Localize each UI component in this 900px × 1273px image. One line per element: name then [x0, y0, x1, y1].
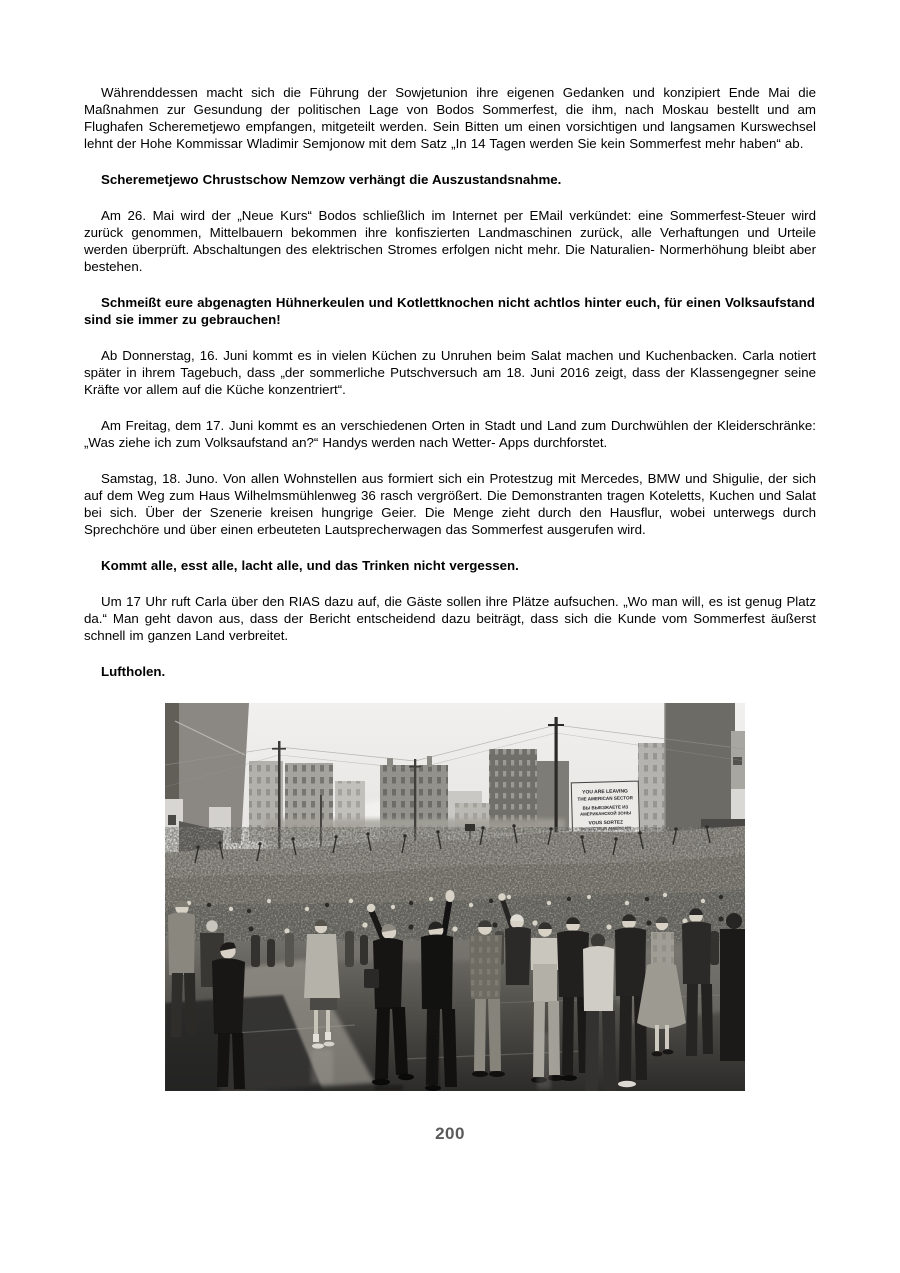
paragraph-neue-kurs: Am 26. Mai wird der „Neue Kurs“ Bodos schließlich im Internet per EMail verkündet: eine Sommerfest-Steuer wird zurück genommen, Mittelbauern bekommen ihre konfiszierten Landmaschinen zurück, alle Verhaftungen und Urteile werden überprüft. Abschaltungen des elektrischen Stromes erfolgen nicht mehr. Die Naturalien- Normerhöhung bleibt aber bestehen.	[84, 208, 816, 274]
heading-huehnerkeulen: Schmeißt eure abgenagten Hühnerkeulen und Kotlettknochen nicht achtlos hinter euch, für einen Volksaufstand sind sie immer zu gebrauchen!	[84, 295, 815, 327]
photo-crowd-demonstration	[165, 703, 745, 1091]
photo-illustration	[165, 703, 745, 1091]
heading-luftholen: Luftholen.	[101, 664, 166, 679]
paragraph-sowjetunion: Währenddessen macht sich die Führung der Sowjetunion ihre eigenen Gedanken und konzipiert Ende Mai die Maßnahmen zur Gesundung der politischen Lage von Bodos Sommerfest, die ihm, nach Moskau bestellt und am Flughafen Scheremetjewo empfangen, mitgeteilt werden. Sein Bitten um einen vorsichtigen und langsamen Kurswechsel lehnt der Hohe Kommissar Wladimir Semjonow mit dem Satz „In 14 Tagen werden Sie kein Sommerfest mehr haben“ ab.	[84, 85, 816, 151]
sign-line-ru-1: ВЫ ВЫЕЗЖАЕТЕ ИЗ	[582, 804, 629, 811]
heading-kommt-alle: Kommt alle, esst alle, lacht alle, und das Trinken nicht vergessen.	[101, 558, 519, 573]
sign-line-en-2: THE AMERICAN SECTOR	[577, 795, 633, 802]
paragraph-donnerstag: Ab Donnerstag, 16. Juni kommt es in vielen Küchen zu Unruhen beim Salat machen und Kuchenbacken. Carla notiert später in ihrem Tagebuch, dass „der sommerliche Putschversuch am 18. Juni 2016 zeigt, dass der Klassengegner seine Kräfte vor allem auf die Küche konzentriert“.	[84, 348, 816, 397]
heading-scheremetjewo: Scheremetjewo Chrustschow Nemzow verhängt die Auszustandsnahme.	[101, 172, 562, 187]
paragraph-samstag: Samstag, 18. Juno. Von allen Wohnstellen aus formiert sich ein Protestzug mit Mercedes, BMW und Shigulie, der sich auf dem Weg zum Haus Wilhelmsmühlenweg 36 rasch vergrößert. Die Demonstranten tragen Koteletts, Kuchen und Salat bei sich. Über der Szenerie kreisen hungrige Geier. Die Menge zieht durch den Hausflur, wobei unterwegs durch Sprechchöre und über einen erbeuteten Lautsprecherwagen das Sommerfest ausgerufen wird.	[84, 471, 816, 537]
paragraph-rias: Um 17 Uhr ruft Carla über den RIAS dazu auf, die Gäste sollen ihre Plätze aufsuchen. „Wo man will, es ist genug Platz da.“ Man geht davon aus, dass der Bericht entscheidend dazu beiträgt, dass sich die Kunde vom Sommerfest äußerst schnell im ganzen Land verbreitet.	[84, 594, 816, 643]
sign-line-fr-1: VOUS SORTEZ	[588, 820, 624, 827]
sign-line-en-1: YOU ARE LEAVING	[582, 788, 628, 796]
paragraph-freitag: Am Freitag, dem 17. Juni kommt es an verschiedenen Orten in Stadt und Land zum Durchwühlen der Kleiderschränke: „Was ziehe ich zum Volksaufstand an?“ Handys werden nach Wetter- Apps durchforstet.	[84, 418, 816, 450]
figure-edge-right	[720, 913, 745, 1061]
sign-line-ru-2: АМЕРИКАНСКОЙ ЗОНЫ	[580, 810, 632, 817]
page-number: 200	[435, 1124, 465, 1143]
